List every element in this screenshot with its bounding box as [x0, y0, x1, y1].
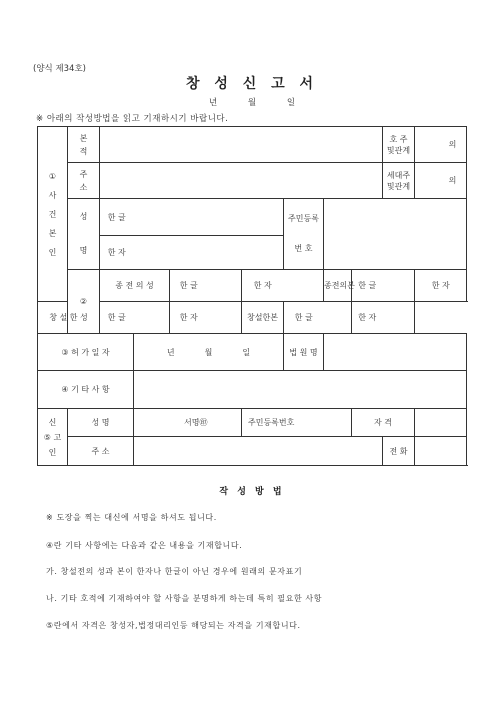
hanja-label: 한 자 [100, 236, 134, 270]
other-matters-field[interactable] [134, 371, 467, 409]
name-hangul-field[interactable] [134, 199, 284, 236]
new-bon-hangul-field[interactable] [324, 302, 352, 334]
date-year: 년 [208, 98, 218, 108]
hangul-label: 한 글 [100, 199, 134, 236]
new-surname-hanja-label: 한 자 [170, 302, 208, 334]
reporter-rrn-label: 주민등록번호 [242, 409, 352, 437]
qualification-label: 자 격 [352, 409, 415, 437]
permission-date-field[interactable]: 년 월 일 [134, 334, 284, 371]
old-surname-hanja-field[interactable] [284, 270, 324, 302]
sedaeju-field[interactable]: 의 [415, 163, 467, 199]
new-surname-hanja-field[interactable] [208, 302, 242, 334]
other-matters-label: ④ 기 타 사 항 [38, 371, 134, 409]
juso-field[interactable] [100, 163, 383, 199]
phone-field[interactable] [415, 437, 467, 466]
section2-label: ② [68, 270, 100, 334]
date-day: 일 [286, 98, 296, 108]
report-form-table [37, 126, 467, 466]
phone-label: 전 화 [383, 437, 415, 466]
new-surname-label: 창 설 한 성 [38, 302, 100, 334]
hoju-label: 호 주 및관계 [383, 127, 415, 163]
rrn-label: 주민등록 번 호 [284, 199, 324, 270]
instruction-item: 나. 기타 호적에 기재하여야 할 사항을 분명하게 하는데 특히 필요한 사항 [46, 594, 323, 603]
court-field[interactable] [324, 334, 467, 371]
permission-date-label: ③ 허 가 일 자 [38, 334, 134, 371]
instruction-item: ④란 기타 사항에는 다음과 같은 내용을 기재합니다. [46, 541, 243, 550]
name-hanja-field[interactable] [134, 236, 284, 270]
new-bon-hanja-field[interactable] [383, 302, 415, 334]
instruction-item: ※ 도장을 찍는 대신에 서명을 하셔도 됩니다. [46, 513, 217, 522]
bonjeok-label: 본 적 [68, 127, 100, 163]
bonjeok-field[interactable] [100, 127, 383, 163]
form-number: (양식 제34호) [33, 64, 86, 74]
report-date [0, 96, 504, 108]
juso-label: 주 소 [68, 163, 100, 199]
old-surname-hanja-label: 한 자 [242, 270, 284, 302]
qualification-field[interactable] [415, 409, 467, 437]
document-title: 창 성 신 고 서 [185, 76, 319, 92]
instructions-title: 작 성 방 법 [219, 487, 285, 497]
old-surname-hangul-label: 한 글 [170, 270, 208, 302]
instruction-item: ⑤란에서 자격은 창성자,법정대리인등 해당되는 자격을 기재합니다. [46, 621, 301, 630]
old-bon-hangul-label: 한 글 [352, 270, 383, 302]
new-bon-label: 창설한본 [242, 302, 284, 334]
reporter-name-field[interactable]: 서명㊞ [134, 409, 242, 437]
old-bon-hanja-label: 한 자 [415, 270, 467, 302]
old-surname-label: 종 전 의 성 [100, 270, 170, 302]
reporter-address-label: 주 소 [68, 437, 134, 466]
sedaeju-label: 세대주 및관계 [383, 163, 415, 199]
new-bon-hangul-label: 한 글 [284, 302, 324, 334]
court-label: 법 원 명 [284, 334, 324, 371]
old-surname-hangul-field[interactable] [208, 270, 242, 302]
reporter-name-label: 성 명 [68, 409, 134, 437]
new-surname-hangul-field[interactable] [134, 302, 170, 334]
section5-label: 신 ⑤ 고 인 [38, 409, 68, 466]
name-label: 성 명 [68, 199, 100, 270]
old-bon-label: 종전의본 [324, 270, 352, 302]
instruction-note: ※ 아래의 작성방법을 읽고 기재하시기 바랍니다. [36, 114, 229, 124]
section1-label: ① 사 건 본 인 [38, 127, 68, 302]
rrn-field[interactable] [324, 199, 467, 270]
reporter-address-field[interactable] [134, 437, 383, 466]
hoju-field[interactable]: 의 [415, 127, 467, 163]
old-bon-hangul-field[interactable] [383, 270, 415, 302]
instruction-item: 가. 창설전의 성과 본이 한자나 한글이 아닌 경우에 원래의 문자표기 [46, 567, 303, 576]
new-bon-hanja-label: 한 자 [352, 302, 383, 334]
new-surname-hangul-label: 한 글 [100, 302, 134, 334]
date-month: 월 [247, 98, 257, 108]
